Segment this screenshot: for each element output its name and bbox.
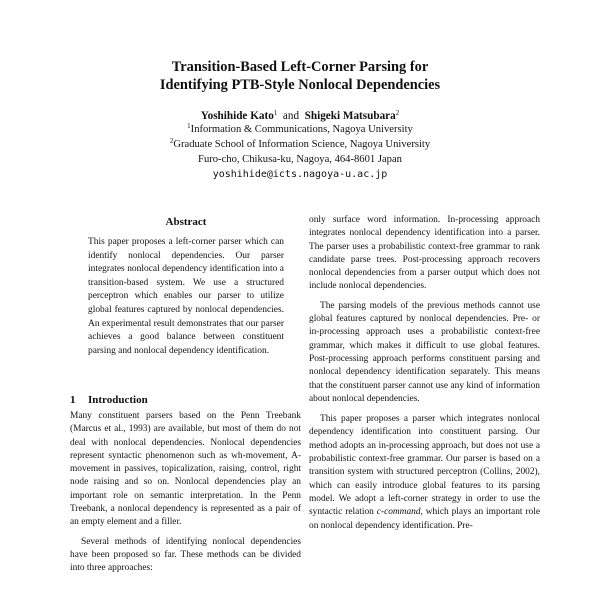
author-2-name: Shigeki Matsubara: [304, 110, 396, 122]
paper-title-line-2: Identifying PTB-Style Nonlocal Dependencies: [159, 77, 441, 93]
intro-paragraph-1: Many constituent parsers based on the Penn Treebank (Marcus et al., 1993) are available, but most of them do not deal with nonlocal dependencies. Nonlocal dependencies represent syntactic phenomenon such as wh-movement, A-movement in passives, topicalization, raising, control, right node raising and so on. Nonlocal dependencies play an important role on semantic interpretation. In the Penn Treebank, a nonlocal dependency is represented as a pair of an empty element and a filler.: [70, 411, 301, 528]
author-2-sup: 2: [395, 109, 400, 117]
affiliation-2: [0, 138, 600, 152]
intro-paragraph-2: Several methods of identifying nonlocal dependencies have been proposed so far. These methods can be divided into three approaches:: [70, 536, 301, 574]
author-line: [0, 109, 600, 123]
affiliation-2-sup: 2: [169, 137, 174, 145]
affiliation-address: Furo-cho, Chikusa-ku, Nagoya, 464-8601 Japan: [198, 154, 402, 165]
affiliation-1-sup: 1: [187, 122, 191, 130]
author-1-sup: 1: [273, 109, 278, 117]
right-paragraph-3-start: This paper proposes a parser which integrates nonlocal dependency identification into constituent parsing. Our method adopts an in-processing approach, but does not use a probabilistic context-free grammar. Our parser is based on a transition system with structured perceptron (Collins, 2002), which can easily introduce global features to its parsing model. We adopt a left-corner strategy in order to use the syntactic relation: [309, 414, 540, 518]
author-and: and: [282, 110, 300, 122]
right-paragraph-3-end: , which plays an important role on nonlocal dependency identification. Pre-: [309, 507, 540, 531]
author-1-name: Yoshihide Kato: [200, 110, 274, 122]
section-1-number: 1: [70, 394, 76, 406]
left-column-body: [70, 410, 301, 576]
right-paragraph-1: only surface word information. In-processing approach integrates nonlocal dependency identification into a parser. The parser uses a probabilistic context-free grammar to rank candidate parse trees. Post-processing approach recovers nonlocal dependencies from a parser output which does not include nonlocal dependencies.: [309, 215, 540, 292]
right-paragraph-2: The parsing models of the previous methods cannot use global features captured by nonlocal dependencies. Pre- or in-processing approach uses a probabilistic context-free grammar, which makes it difficult to use global features. Post-processing approach performs constituent parsing and nonlocal dependency identification separately. This means that the constituent parser cannot use any kind of information about nonlocal dependencies.: [309, 300, 540, 404]
section-1-heading: [70, 393, 302, 407]
right-paragraph-3: [309, 413, 540, 533]
right-column-body: [309, 214, 540, 533]
affiliation-1: [0, 123, 600, 137]
paper-title-line-1: Transition-Based Left-Corner Parsing for: [171, 59, 429, 75]
c-command-term: c-command: [376, 507, 421, 518]
abstract-heading: Abstract: [165, 216, 207, 228]
section-1-title: Introduction: [88, 394, 148, 406]
affiliation-1-text: Information & Communications, Nagoya University: [190, 124, 413, 135]
abstract-text: This paper proposes a left-corner parser which can identify nonlocal dependencies. Our parser integrates nonlocal dependency identification into a transition-based system. We use a structured perceptron which enables our parser to utilize global features captured by nonlocal dependencies. An experimental result demonstrates that our parser achieves a good balance between constituent parsing and nonlocal dependency identification.: [88, 237, 284, 356]
affiliation-2-text: Graduate School of Information Science, Nagoya University: [173, 139, 431, 150]
author-email: yoshihide@icts.nagoya-u.ac.jp: [212, 169, 388, 180]
